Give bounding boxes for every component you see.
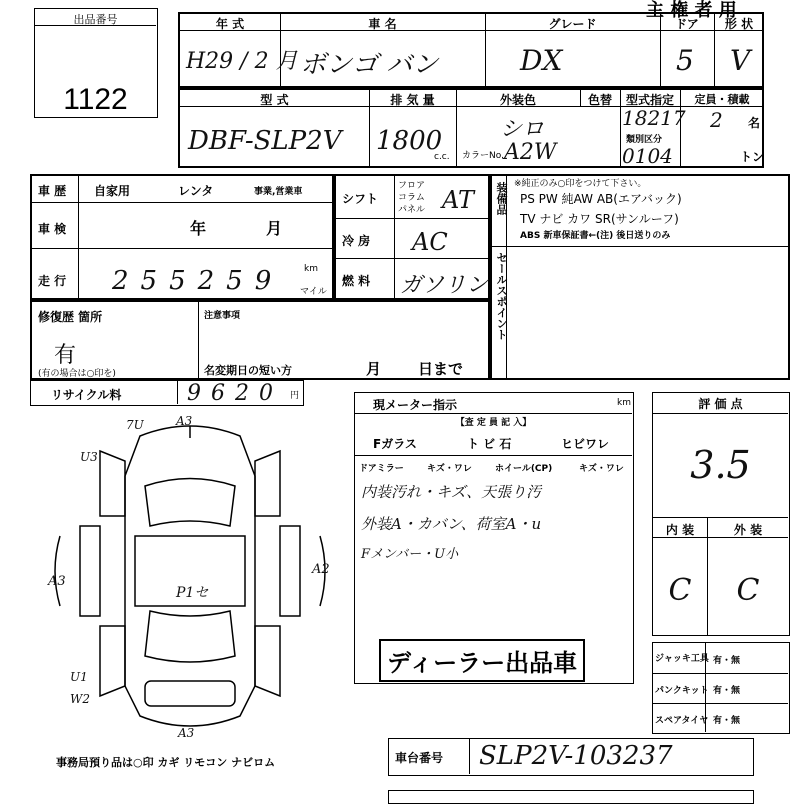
exterior-label: 外 装 (733, 523, 763, 537)
aircon-value: AC (412, 228, 448, 256)
mileage-label: 走 行 (38, 274, 67, 288)
caution-day: 日まで (418, 360, 464, 378)
color-no-value: A2W (504, 140, 557, 165)
history-opt-3: 事業,営業車 (254, 187, 303, 197)
model-value: DBF-SLP2V (188, 126, 342, 156)
shape-value: V (730, 44, 751, 77)
shift-opt-2: コラム (398, 193, 425, 203)
tool-2-label: パンクキット (655, 686, 709, 696)
diagram-mark-a3-left: A3 (48, 574, 66, 589)
vehicle-info-2 (178, 88, 764, 168)
shape-label: 形 状 (724, 17, 754, 31)
mile-label: マイル (300, 287, 327, 297)
tools-block (652, 642, 790, 734)
inspector-note-3: Fメンバー・U小 (361, 547, 459, 562)
equipment-row-2: TV ナビ カワ SR(サンルーフ) (520, 212, 679, 226)
rating-block (652, 392, 790, 636)
bottom-strip (388, 790, 754, 804)
inspector-note-2: 外装A・カバン、荷室A・u (361, 515, 542, 533)
repair-value: 有 (54, 343, 77, 368)
grade-value: DX (520, 44, 563, 77)
lot-number: 1122 (63, 83, 128, 116)
door-value: 5 (676, 44, 694, 77)
equipment-block (490, 174, 790, 380)
repair-note: (有の場合は○印を) (38, 369, 116, 379)
inspector-col2-4: キズ・ワレ (579, 464, 624, 474)
recycle-block (30, 380, 304, 406)
name-value: ボンゴ バン (300, 50, 439, 80)
lot-header: 出品番号 (73, 13, 118, 26)
recycle-label: リサイクル料 (51, 388, 122, 402)
history-opt-1: 自家用 (94, 184, 131, 198)
rating-label: 評 価 点 (698, 397, 743, 411)
inspector-note-1: 内装汚れ・キズ、天張り汚 (361, 483, 542, 501)
type-spec-label: 型式指定 (625, 93, 674, 107)
class-value: 0104 (622, 144, 673, 168)
equipment-row-1: PS PW 純AW AB(エアバック) (520, 192, 682, 206)
shift-opt-1: フロア (398, 181, 426, 191)
recycle-unit: 円 (290, 391, 300, 401)
diagram-mark-tl: 7U (126, 418, 144, 432)
repair-block (30, 300, 490, 380)
capacity-value: 2 (710, 108, 723, 132)
type-spec-value: 18217 (622, 106, 686, 130)
inspector-col2-2: キズ・ワレ (427, 464, 472, 474)
door-label: ドア (675, 17, 699, 31)
km-label: km (304, 264, 318, 274)
vehicle-info (178, 12, 764, 88)
chassis-label: 車台番号 (395, 751, 444, 765)
tool-2-value: 有・無 (713, 686, 741, 696)
caution-month: 月 (366, 360, 382, 378)
year-value: H29 / 2 月 (186, 49, 298, 74)
inspector-block (354, 392, 634, 684)
top-right-title: 主 権 者 用 (646, 0, 737, 21)
inspector-col-3: ヒビワレ (561, 437, 610, 451)
capacity-unit: 名 (748, 116, 761, 130)
inspector-col-2: ト ビ 石 (467, 437, 512, 451)
chassis-value: SLP2V-103237 (479, 741, 673, 771)
cc-unit: c.c. (434, 152, 450, 162)
interior-value: C (668, 573, 692, 608)
displacement-label: 排 気 量 (390, 93, 435, 107)
equipment-note: ※純正のみ○印をつけて下さい。 (514, 179, 647, 189)
diagram-mark-top: A3 (176, 414, 193, 428)
shift-value: AT (442, 186, 475, 214)
year-label: 年 式 (215, 17, 245, 31)
rating-value: 3.5 (690, 443, 751, 487)
history-block (30, 174, 334, 300)
chassis-block (388, 738, 754, 776)
caution-label: 注意事項 (204, 311, 241, 321)
aircon-label: 冷 房 (342, 234, 371, 248)
shift-label: シフト (342, 192, 379, 206)
short-name-change: 名変期日の短い方 (204, 364, 292, 377)
diagram-mark-a2-right: A2 (312, 562, 330, 577)
diagram-mark-u1: U1 (70, 670, 88, 684)
name-label: 車 名 (368, 17, 397, 31)
tool-1-label: ジャッキ工具 (655, 654, 709, 664)
grade-label: グレード (548, 17, 597, 31)
sales-point-label: セールスポイント (495, 252, 508, 340)
equipment-row-3: ABS 新車保証書←(注) 後日送りのみ (520, 231, 671, 241)
tool-3-label: スペアタイヤ (655, 716, 709, 726)
load-unit: トン (740, 150, 765, 164)
interior-label: 内 装 (665, 523, 695, 537)
tool-1-value: 有・無 (713, 656, 741, 666)
exterior-value: C (736, 573, 760, 608)
color-label: 外装色 (499, 93, 536, 107)
color-no-label: カラーNo. (462, 151, 504, 161)
model-label: 型 式 (260, 93, 289, 107)
dealer-stamp: ディーラー出品車 (379, 639, 585, 682)
spec-block (334, 174, 490, 300)
capacity-label: 定員・積載 (694, 93, 750, 106)
inspector-header: 【査 定 員 記 入】 (455, 418, 532, 428)
color-change-label: 色替 (587, 93, 612, 107)
inspector-col2-1: ドアミラー (359, 464, 404, 474)
year-unit: 年 (190, 219, 207, 238)
class-label: 類別区分 (626, 135, 663, 145)
inspector-col-1: Fガラス (373, 437, 417, 451)
history-opt-2: レンタ (178, 184, 214, 198)
displacement-value: 1800 (376, 126, 443, 156)
color-value: シロ (500, 117, 545, 142)
shift-opt-3: パネル (398, 205, 426, 215)
tool-3-value: 有・無 (713, 716, 741, 726)
repair-label: 修復歴 箇所 (38, 310, 103, 324)
meter-label: 現メーター指示 (373, 398, 458, 412)
month-unit: 月 (266, 219, 283, 238)
mileage-value: 255259 (112, 266, 284, 296)
meter-unit: km (617, 398, 631, 408)
inspector-col2-3: ホイール(CP) (495, 464, 553, 474)
footer-note: 事務局預り品は○印 カギ リモコン ナビロム (56, 756, 276, 769)
equipment-side-label: 装備品 (495, 182, 508, 215)
diagram-mark-u3: U3 (80, 450, 98, 464)
recycle-value: 9620 (187, 381, 283, 406)
diagram-mark-bottom: A3 (178, 726, 195, 740)
diagram-mark-w2: W2 (70, 692, 90, 706)
lot-box (34, 8, 158, 118)
diagram-mark-center: P1セ (176, 585, 209, 601)
fuel-value: ガソリン (400, 273, 489, 298)
inspection-label: 車 検 (38, 222, 67, 236)
fuel-label: 燃 料 (342, 274, 371, 288)
history-label: 車 歴 (38, 184, 67, 198)
